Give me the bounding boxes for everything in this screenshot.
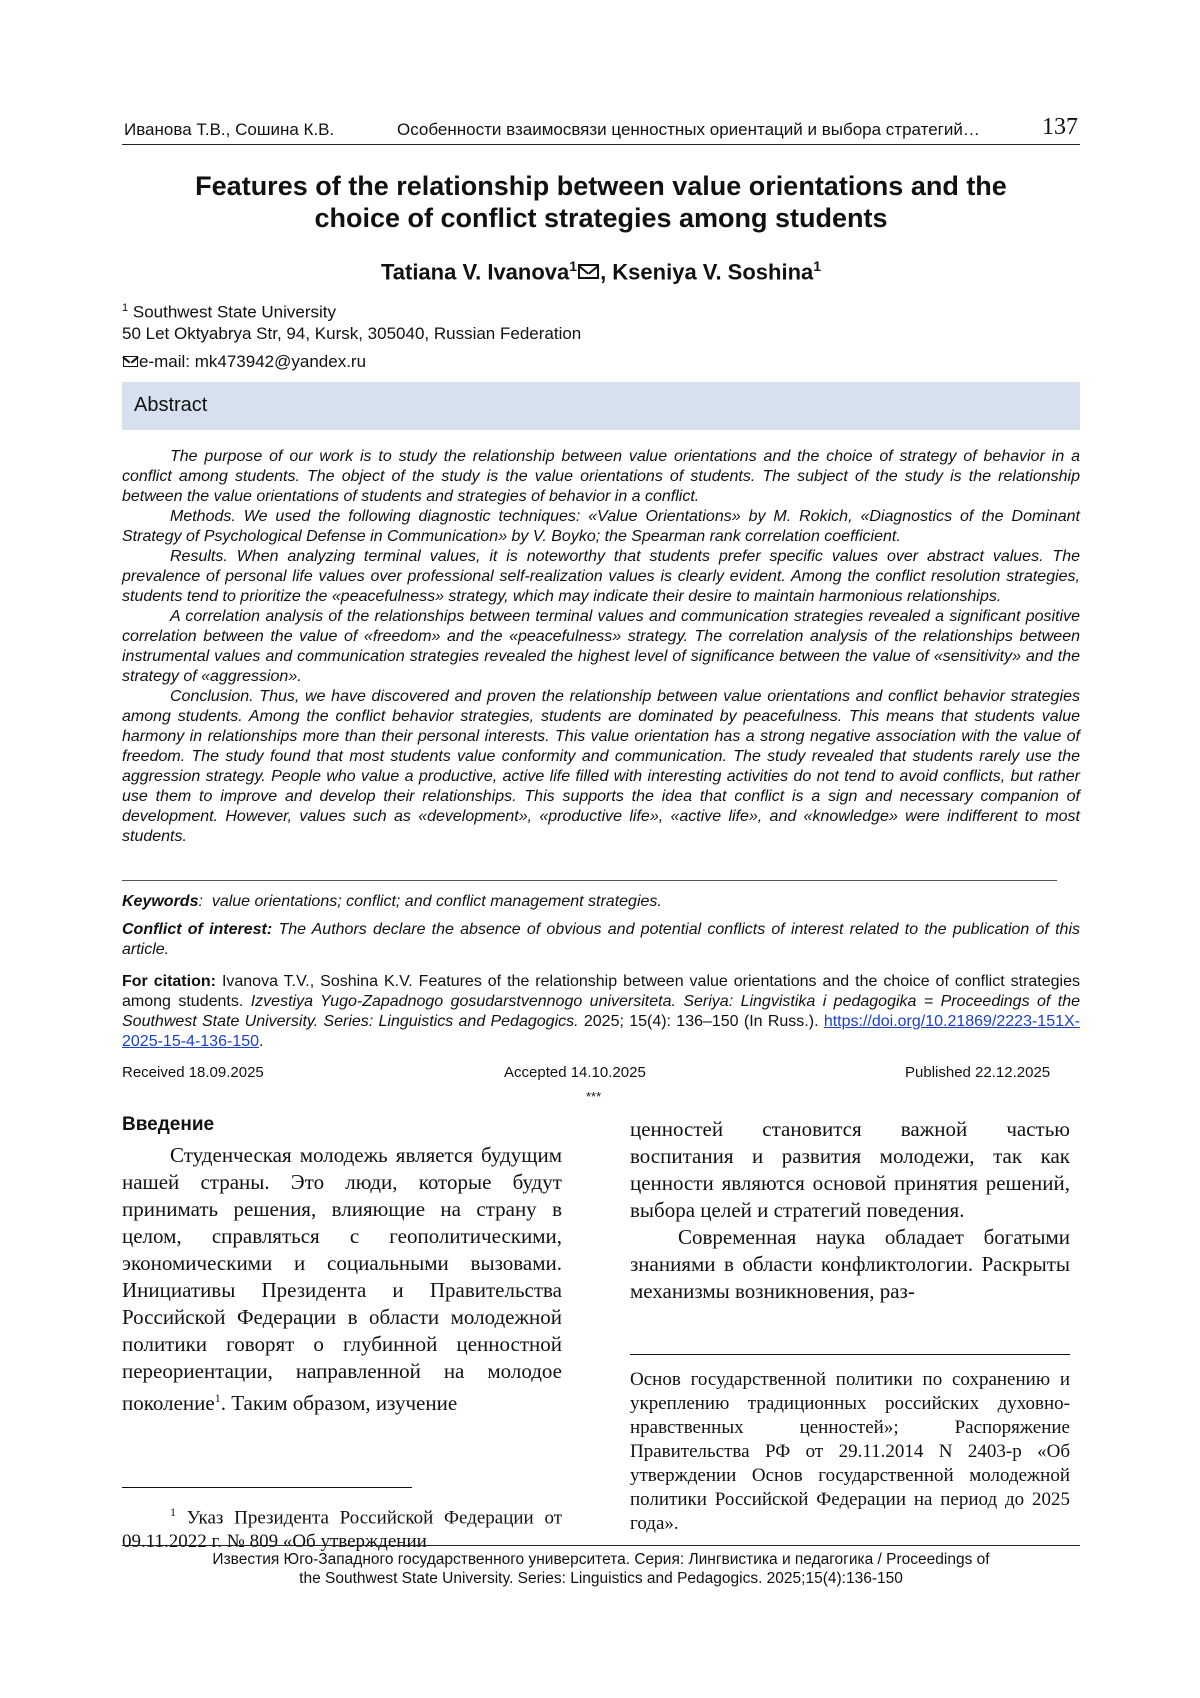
abstract-heading-bar xyxy=(122,382,1080,430)
citation-text: Ivanova T.V., Soshina K.V. Features of the relationship between value orientations and the choice of conflict strategies among students. xyxy=(122,973,1080,1010)
abstract-conclusion: Conclusion. Thus, we have discovered and proven the relationship between value orientations and conflict behavior strategies among students. Among the conflict behavior strategies, students are dominated by peacefulness. This means that students value harmony in relationships more than their personal interests. This value orientation has a strong negative association with the value of freedom. The study found that most students value conformity and communication. The study revealed that students rarely use the aggression strategy. People who value a productive, active life filled with interesting activities do not tend to avoid conflicts, but rather use them to improve and develop their relationships. This supports the idea that conflict is a sign and necessary companion of development. However, values such as «development», «productive life», «active life», and «knowledge» were indifferent to most students. xyxy=(122,688,1080,845)
footer-line-1: Известия Юго-Западного государственного университета. Серия: Лингвистика и педагогика / Proceedings of xyxy=(212,1551,990,1568)
conflict-text: The Authors declare the absence of obvious and potential conflicts of interest related to the publication of this article. xyxy=(122,921,1080,958)
running-head-authors: Иванова Т.В., Сошина К.В. xyxy=(124,120,335,139)
doi-link[interactable]: https://doi.org/10.21869/2223-151X-2025-15-4-136-150 xyxy=(122,1013,1080,1050)
citation: For citation: Ivanova T.V., Soshina K.V. Features of the relationship between value orientations and the choice of conflict strategies among students. Izvestiya Yugo-Zapadnogo gosudarstvennogo universiteta. Seriya: Lingvistika i pedagogika = Proceedings of the Southwest State University. Series: Linguistics and Pedagogics. 2025; 15(4): 136–150 (In Russ.). https://doi.org/10.21869/2223-151X-2025-15-4-136-150. xyxy=(122,973,1081,1050)
section-heading-intro: Введение xyxy=(122,1114,215,1135)
conflict-label: Conflict of interest: xyxy=(122,921,273,938)
footnote-rule-left xyxy=(122,1487,412,1488)
affiliation-address: 50 Let Oktyabrya Str, 94, Kursk, 305040, Russian Federation xyxy=(122,323,582,343)
keywords: Keywords: value orientations; conflict; and conflict management strategies. xyxy=(122,893,662,910)
right-paragraph-2: Современная наука обладает богатыми знаниями в области конфликтологии. Раскрыты механизмы возникновения, раз- xyxy=(630,1225,1070,1303)
citation-journal: Izvestiya Yugo-Zapadnogo gosudarstvennogo universiteta. Seriya: Lingvistika i pedagogika = Proceedings of the Southwest State University. Series: Linguistics and Pedagogics. xyxy=(122,993,1081,1030)
footnote-right: Основ государственной политики по сохранению и укреплению традиционных российских духовно-нравственных ценностей»; Распоряжение Правительства РФ от 29.11.2014 N 2403-р «Об утверждении Основ государственной молодежной политики Российской Федерации на период до 2025 года». xyxy=(630,1369,1070,1534)
footer-line-2: the Southwest State University. Series: Linguistics and Pedagogics. 2025;15(4):136-150 xyxy=(299,1570,903,1587)
affiliation xyxy=(122,298,581,344)
abstract-heading: Abstract xyxy=(134,394,208,416)
abstract-results: Results. When analyzing terminal values, it is noteworthy that students prefer specific values over abstract values. The prevalence of personal life values over professional self-realization values is clearly evident. Among the conflict resolution strategies, students tend to prioritize the «peacefulness» strategy, which may indicate their desire to maintain harmonious relationships. xyxy=(122,548,1080,605)
abstract-correlation: A correlation analysis of the relationships between terminal values and communication strategies revealed a significant positive correlation between the value of «freedom» and the «peacefulness» strategy. The correlation analysis of the relationships between instrumental values and communication strategies revealed the highest level of significance between the value of «sensitivity» and the strategy of «aggression». xyxy=(122,608,1080,685)
author-2: Kseniya V. Soshina xyxy=(612,259,814,285)
footer-divider xyxy=(122,1545,1080,1546)
footnote-left xyxy=(122,1500,562,1554)
body-left-column xyxy=(122,1106,562,1417)
author-line: Tatiana V. Ivanova$^1$ , Kseniya V. Soshina$^1$ xyxy=(380,258,822,285)
author-1-sup: 1 xyxy=(569,258,578,274)
citation-label: For citation: xyxy=(122,973,216,990)
body-right-column xyxy=(630,1116,1070,1305)
running-head-title: Особенности взаимосвязи ценностных ориентаций и выбора стратегий… xyxy=(397,120,980,139)
keywords-label: Keywords xyxy=(122,893,199,910)
article-title xyxy=(122,170,1080,234)
keywords-text: value orientations; conflict; and conflict management strategies. xyxy=(211,893,662,910)
email-text: e-mail: mk473942@yandex.ru xyxy=(139,352,367,371)
separator-stars: *** xyxy=(586,1089,602,1104)
article-title-line-1: Features of the relationship between value orientations and the xyxy=(195,171,1007,201)
envelope-icon xyxy=(123,356,138,367)
intro-paragraph xyxy=(122,1142,562,1417)
author-1: Tatiana V. Ivanova xyxy=(380,259,570,285)
conflict-of-interest xyxy=(122,920,1080,960)
email-line xyxy=(122,352,366,372)
intro-paragraph-text: Студенческая молодежь является будущим нашей страны. Это люди, которые будут принимать решения, влияющие на страну в целом, справляться с геополитическими, экономическими и социальными вызовами. Инициативы Президента и Правительства Российской Федерации в области молодежной политики говорят о глубинной ценностной переориентации, направленной на молодое поколение xyxy=(122,1143,562,1415)
article-title-line-2: choice of conflict strategies among students xyxy=(314,203,888,233)
running-head xyxy=(122,114,1080,145)
published-date: Published 22.12.2025 xyxy=(905,1064,1051,1081)
right-paragraph-1: ценностей становится важной частью воспитания и развития молодежи, так как ценности являются основой принятия решений, выбора целей и стратегий поведения. xyxy=(630,1117,1070,1222)
footnote-rule-right xyxy=(630,1354,1070,1355)
affiliation-sup: 1 xyxy=(122,302,129,314)
page-number: 137 xyxy=(1042,114,1078,140)
footnote-left-text: Указ Президента Российской Федерации от 09.11.2022 г. № 809 «Об утверждении xyxy=(122,1507,563,1553)
intro-paragraph-end: . Таким образом, изучение xyxy=(220,1391,458,1415)
footnote-mark: 1 xyxy=(170,1505,176,1519)
citation-volume: 2025; 15(4): 136–150 (In Russ.). xyxy=(583,1013,819,1030)
footnote-ref: 1 xyxy=(214,1391,221,1405)
abstract-divider xyxy=(122,880,1057,881)
affiliation-university: Southwest State University xyxy=(132,302,337,322)
received-date: Received 18.09.2025 xyxy=(122,1064,264,1081)
abstract-body xyxy=(122,447,1080,847)
abstract-purpose: The purpose of our work is to study the relationship between value orientations and the choice of strategy of behavior in a conflict among students. The object of the study is the value orientations of students. The subject of the study is the relationship between the value orientations of students and strategies of behavior in a conflict. xyxy=(122,448,1080,505)
page-footer xyxy=(122,1550,1080,1588)
envelope-icon xyxy=(578,264,599,279)
abstract-methods: Methods. We used the following diagnostic techniques: «Value Orientations» by M. Rokich, «Diagnostics of the Dominant Strategy of Psychological Defense in Communication» by V. Boyko; the Spearman rank correlation coefficient. xyxy=(122,508,1080,545)
author-2-sup: 1 xyxy=(813,258,822,274)
accepted-date: Accepted 14.10.2025 xyxy=(504,1064,646,1081)
